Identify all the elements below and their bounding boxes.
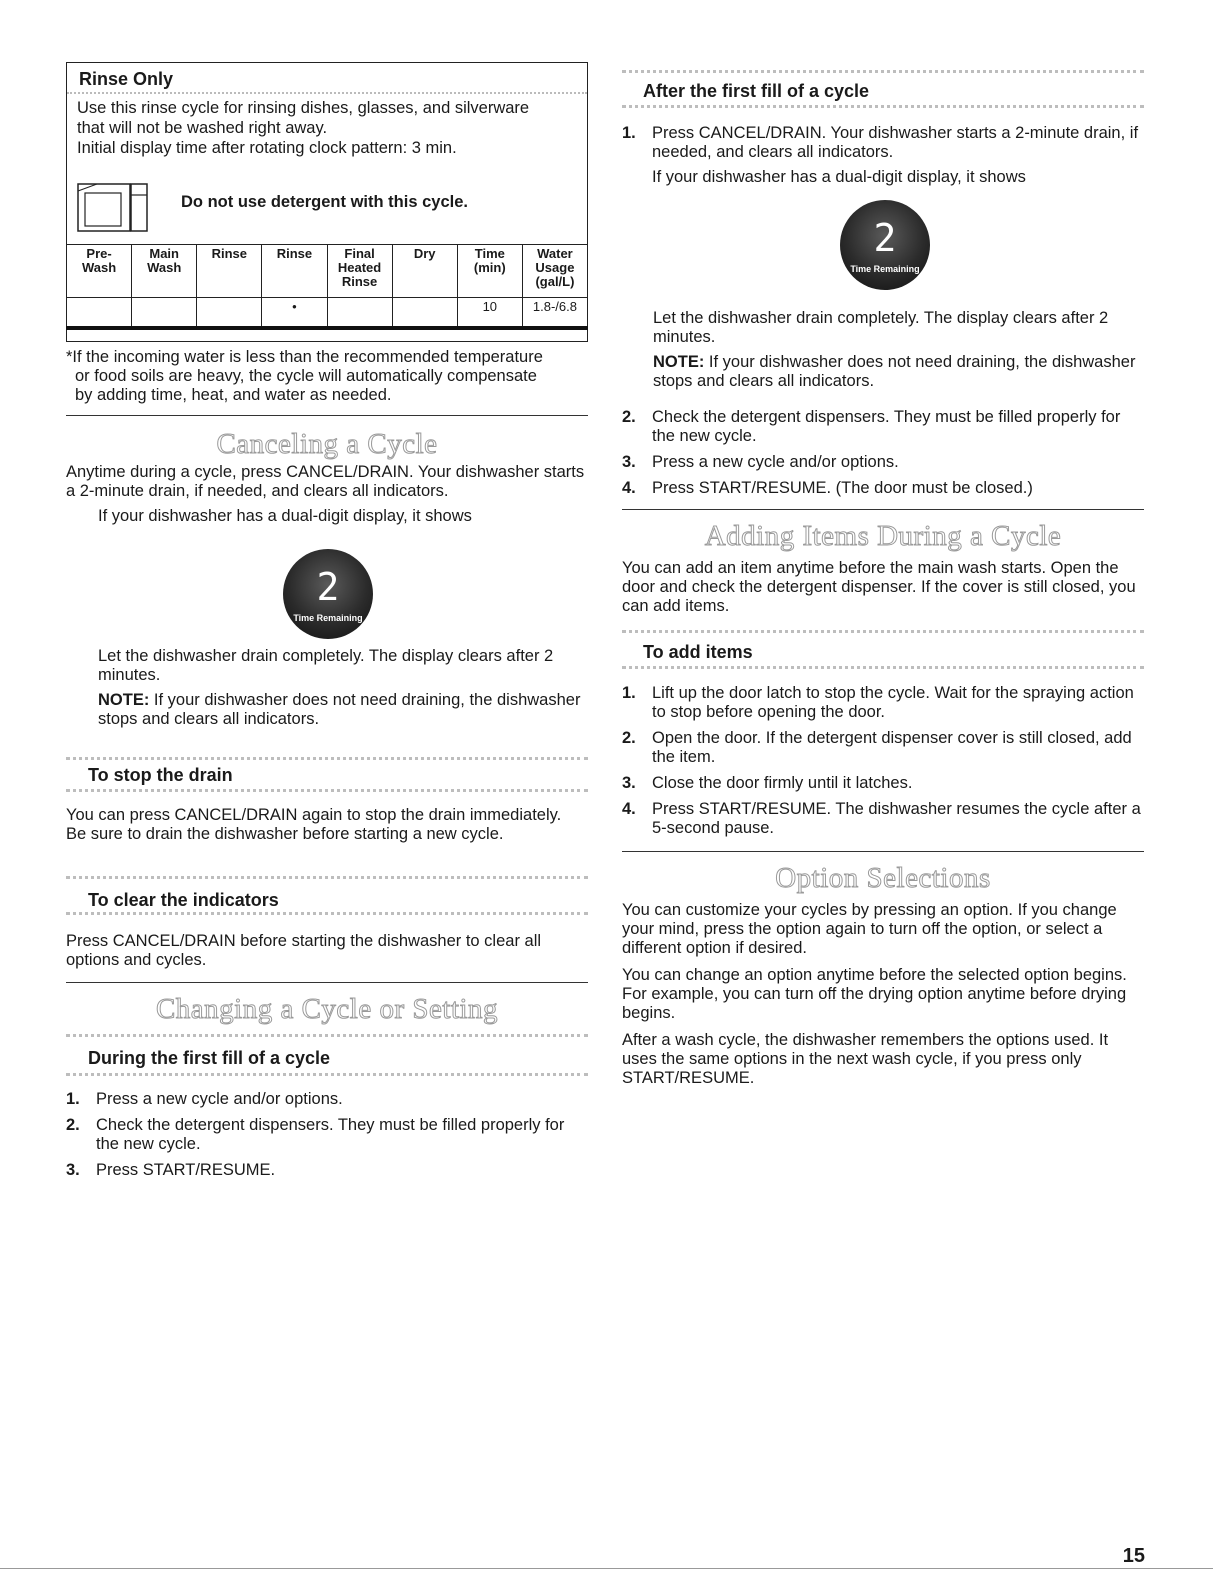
footnote-line: *If the incoming water is less than the recommended temperature — [66, 348, 543, 366]
section-divider — [622, 851, 1144, 852]
after-fill-detail — [653, 309, 1143, 391]
adding-title: Adding Items During a Cycle — [704, 520, 1062, 552]
drain-paragraph: Let the dishwasher drain completely. The display clears after 2 minutes. — [98, 647, 554, 684]
list-item: 2. Check the detergent dispensers. They must be filled properly for the new cycle. — [622, 408, 1121, 445]
dotted-divider — [66, 912, 588, 915]
dotted-divider — [66, 757, 588, 760]
display-digit: 2 — [873, 216, 897, 260]
options-paragraph: You can customize your cycles by pressing an option. If you change your mind, press the option again to turn off the option, or select a different option if desired. — [622, 901, 1117, 957]
first-fill-title: During the first fill of a cycle — [88, 1048, 331, 1068]
dual-digit-note: If your dishwasher has a dual-digit display, it shows — [652, 168, 1026, 186]
page-number: 15 — [1122, 1545, 1145, 1567]
after-fill-title: After the first fill of a cycle — [643, 81, 870, 101]
table-cell — [132, 298, 197, 329]
footnote-line: by adding time, heat, and water as needed. — [75, 386, 392, 404]
dotted-divider — [66, 876, 588, 879]
display-caption: Time Remaining — [293, 613, 363, 623]
table-header-cell: Dry — [392, 245, 457, 298]
cycle-table-row — [67, 298, 588, 329]
canceling-note — [98, 691, 588, 729]
rinse-only-title: Rinse Only — [67, 63, 587, 94]
adding-paragraph: You can add an item anytime before the main wash starts. Open the door and check the detergent dispenser. If the cover is still closed, you can add items. — [622, 559, 1136, 615]
table-header-cell: Rinse — [262, 245, 327, 298]
dotted-divider — [66, 1034, 588, 1037]
cycle-table — [66, 244, 588, 330]
after-fill-step-1 — [622, 124, 1144, 187]
section-divider — [66, 982, 588, 983]
canceling-section — [66, 463, 591, 526]
rinse-only-line: Use this rinse cycle for rinsing dishes, glasses, and silverware — [77, 99, 530, 117]
canceling-title: Canceling a Cycle — [216, 428, 438, 460]
table-cell: • — [262, 298, 327, 329]
stop-drain-text: You can press CANCEL/DRAIN again to stop the drain immediately. Be sure to drain the dishwasher before starting a new cycle. — [66, 806, 562, 843]
add-items-title: To add items — [643, 642, 753, 662]
after-fill-note — [653, 353, 1143, 391]
first-fill-steps — [66, 1090, 586, 1187]
options-paragraph: You can change an option anytime before the selected option begins. For example, you can turn off the drying option anytime before drying begins. — [622, 966, 1127, 1022]
display-caption: Time Remaining — [850, 264, 920, 274]
list-item: 3. Close the door firmly until it latches. — [622, 774, 913, 792]
dual-digit-note: If your dishwasher has a dual-digit display, it shows — [98, 507, 472, 525]
table-header-cell: Main Wash — [132, 245, 197, 298]
detergent-warning — [77, 183, 577, 233]
canceling-paragraph: Anytime during a cycle, press CANCEL/DRAIN. Your dishwasher starts a 2-minute drain, if needed, and clears all indicators. — [66, 463, 585, 500]
table-header-cell: Final Heated Rinse — [327, 245, 392, 298]
detergent-dispenser-icon — [77, 183, 149, 233]
options-section — [622, 901, 1144, 1088]
table-cell: 1.8-/6.8 — [522, 298, 587, 329]
rinse-only-line: that will not be washed right away. — [77, 119, 328, 137]
note-text: If your dishwasher does not need draining, the dishwasher stops and clears all indicators. — [653, 353, 1136, 390]
table-header-cell: Time (min) — [457, 245, 522, 298]
after-fill-steps — [622, 408, 1144, 505]
time-remaining-display — [840, 200, 930, 290]
table-header-cell: Pre- Wash — [67, 245, 132, 298]
add-items-steps — [622, 684, 1144, 845]
clear-indicators-title: To clear the indicators — [88, 890, 279, 910]
section-divider — [66, 415, 588, 416]
list-item: 4. Press START/RESUME. The dishwasher resumes the cycle after a 5-second pause. — [622, 800, 1141, 837]
options-paragraph: After a wash cycle, the dishwasher remembers the options used. It uses the same options in the next wash cycle, if you press only START/RESUME. — [622, 1031, 1109, 1087]
list-item: 1. Lift up the door latch to stop the cycle. Wait for the spraying action to stop before opening the door. — [622, 684, 1134, 721]
dotted-divider — [622, 70, 1144, 73]
table-cell: 10 — [457, 298, 522, 329]
footnote-line: or food soils are heavy, the cycle will automatically compensate — [75, 367, 537, 385]
table-header-cell: Water Usage (gal/L) — [522, 245, 587, 298]
table-header-cell: Rinse — [197, 245, 262, 298]
display-digit: 2 — [316, 565, 340, 609]
canceling-after — [98, 647, 588, 729]
table-cell — [392, 298, 457, 329]
dotted-divider — [622, 630, 1144, 633]
rinse-only-box — [66, 62, 588, 342]
changing-title: Changing a Cycle or Setting — [155, 993, 499, 1025]
list-item: 2. Open the door. If the detergent dispenser cover is still closed, add the item. — [622, 729, 1132, 766]
list-item: 3. Press a new cycle and/or options. — [622, 453, 899, 471]
section-divider — [622, 509, 1144, 510]
rinse-only-description — [67, 94, 587, 158]
clear-indicators-text: Press CANCEL/DRAIN before starting the dishwasher to clear all options and cycles. — [66, 932, 542, 969]
list-item: 2. Check the detergent dispensers. They must be filled properly for the new cycle. — [66, 1116, 565, 1153]
table-cell — [327, 298, 392, 329]
time-remaining-display — [283, 549, 373, 639]
note-label: NOTE: — [98, 691, 150, 709]
dotted-divider — [66, 789, 588, 792]
cycle-table-header-row — [67, 245, 588, 298]
list-item: 4. Press START/RESUME. (The door must be closed.) — [622, 479, 1033, 497]
drain-paragraph: Let the dishwasher drain completely. The display clears after 2 minutes. — [653, 309, 1109, 346]
list-item: 1. Press CANCEL/DRAIN. Your dishwasher starts a 2-minute drain, if needed, and clears all indicators. — [622, 124, 1139, 161]
table-cell — [197, 298, 262, 329]
detergent-warning-text: Do not use detergent with this cycle. — [181, 193, 468, 211]
stop-drain-title: To stop the drain — [88, 765, 233, 785]
temperature-footnote — [66, 348, 591, 405]
dotted-divider — [622, 105, 1144, 108]
list-item: 1. Press a new cycle and/or options. — [66, 1090, 343, 1108]
table-cell — [67, 298, 132, 329]
rinse-only-line: Initial display time after rotating clock pattern: 3 min. — [77, 139, 457, 157]
note-label: NOTE: — [653, 353, 705, 371]
page-bottom-rule — [0, 1568, 1213, 1569]
dotted-divider — [66, 1073, 588, 1076]
note-text: If your dishwasher does not need draining, the dishwasher stops and clears all indicators. — [98, 691, 581, 728]
options-title: Option Selections — [775, 862, 991, 894]
list-item: 3. Press START/RESUME. — [66, 1161, 276, 1179]
dotted-divider — [622, 666, 1144, 669]
